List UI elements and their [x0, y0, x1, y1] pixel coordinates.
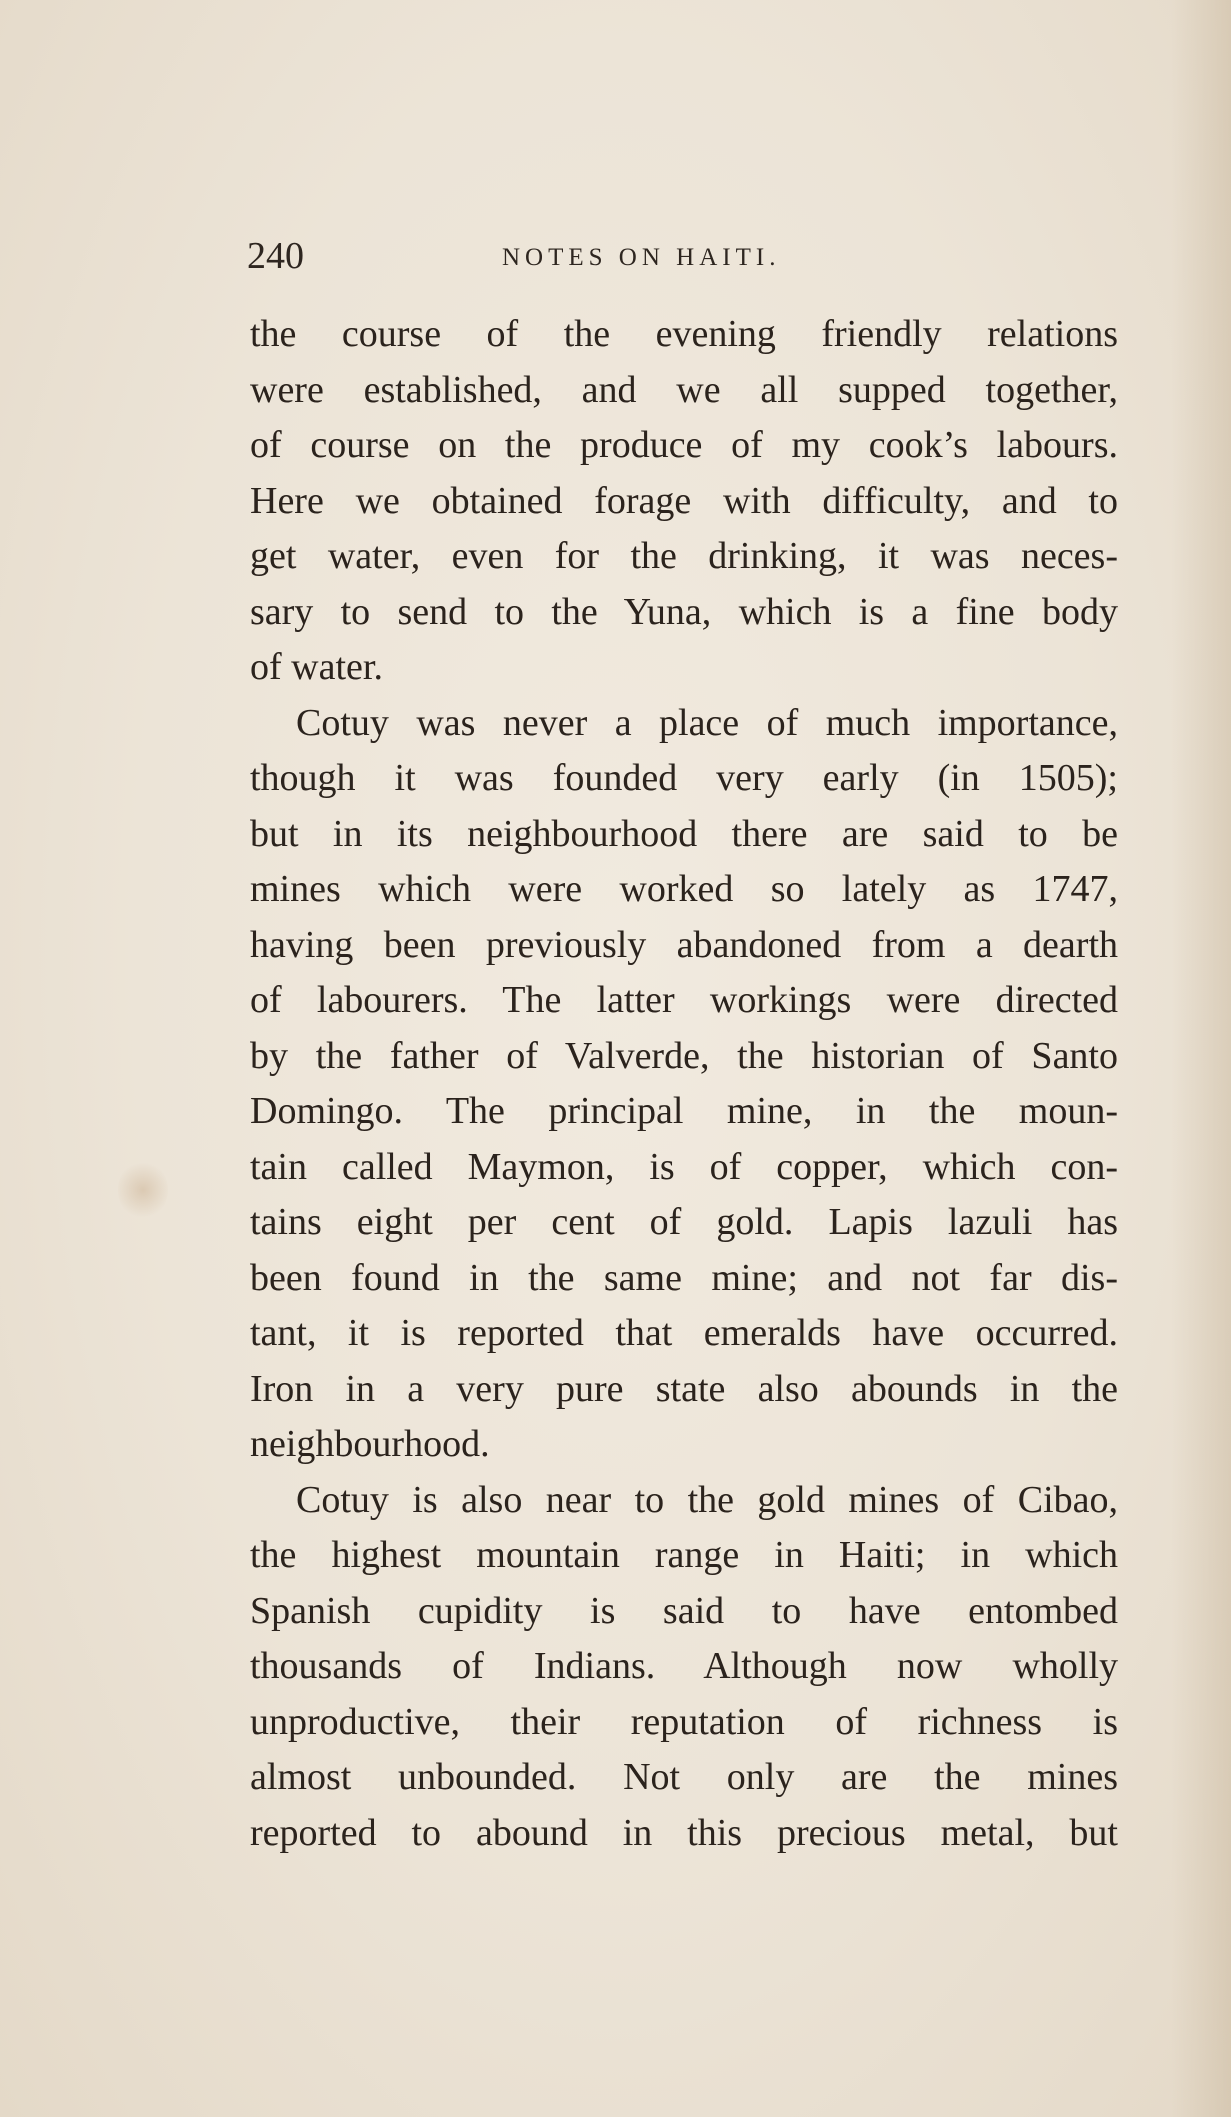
text-line: Domingo. The principal mine, in the moun-: [250, 1090, 1118, 1132]
text-line: of water.: [250, 646, 383, 688]
text-line: unproductive, their reputation of richness is: [250, 1700, 1118, 1743]
running-head: [247, 232, 1147, 282]
text-line: thousands of Indians. Although now wholly: [250, 1645, 1118, 1687]
text-line: tant, it is reported that emeralds have occurred.: [250, 1312, 1118, 1354]
text-line: neighbourhood.: [250, 1423, 490, 1465]
page-edge-shadow: [1171, 0, 1231, 2117]
paragraph-first-line: Cotuy was never a place of much importance,: [296, 701, 1118, 744]
text-line: tain called Maymon, is of copper, which con-: [250, 1145, 1118, 1188]
book-title: NOTES ON HAITI.: [502, 244, 781, 271]
text-line: Spanish cupidity is said to have entombed: [250, 1589, 1118, 1632]
text-line: of course on the produce of my cook’s labours.: [250, 424, 1118, 466]
text-line: the course of the evening friendly relations: [250, 313, 1118, 355]
text-line: tains eight per cent of gold. Lapis lazuli has: [250, 1201, 1118, 1243]
text-line: get water, even for the drinking, it was neces-: [250, 535, 1118, 577]
page-number: 240: [247, 235, 304, 277]
paper-stain: [118, 1160, 168, 1220]
text-line: though it was founded very early (in 1505);: [250, 757, 1118, 799]
text-line: by the father of Valverde, the historian of Santo: [250, 1034, 1118, 1077]
text-line: reported to abound in this precious metal, but: [250, 1811, 1118, 1854]
text-line: Here we obtained forage with difficulty, and to: [250, 479, 1118, 522]
paragraph-first-line: Cotuy is also near to the gold mines of Cibao,: [296, 1478, 1118, 1521]
text-line: but in its neighbourhood there are said to be: [250, 812, 1118, 855]
text-line: almost unbounded. Not only are the mines: [250, 1756, 1118, 1798]
text-line: the highest mountain range in Haiti; in which: [250, 1534, 1118, 1576]
text-line: sary to send to the Yuna, which is a fine body: [250, 590, 1118, 633]
text-line: having been previously abandoned from a dearth: [250, 923, 1118, 966]
text-line: been found in the same mine; and not far dis-: [250, 1256, 1118, 1299]
text-line: mines which were worked so lately as 1747,: [250, 868, 1118, 910]
body-text: [250, 307, 1118, 1861]
text-line: were established, and we all supped together,: [250, 368, 1118, 411]
text-line: of labourers. The latter workings were directed: [250, 979, 1118, 1021]
text-line: Iron in a very pure state also abounds in the: [250, 1367, 1118, 1410]
